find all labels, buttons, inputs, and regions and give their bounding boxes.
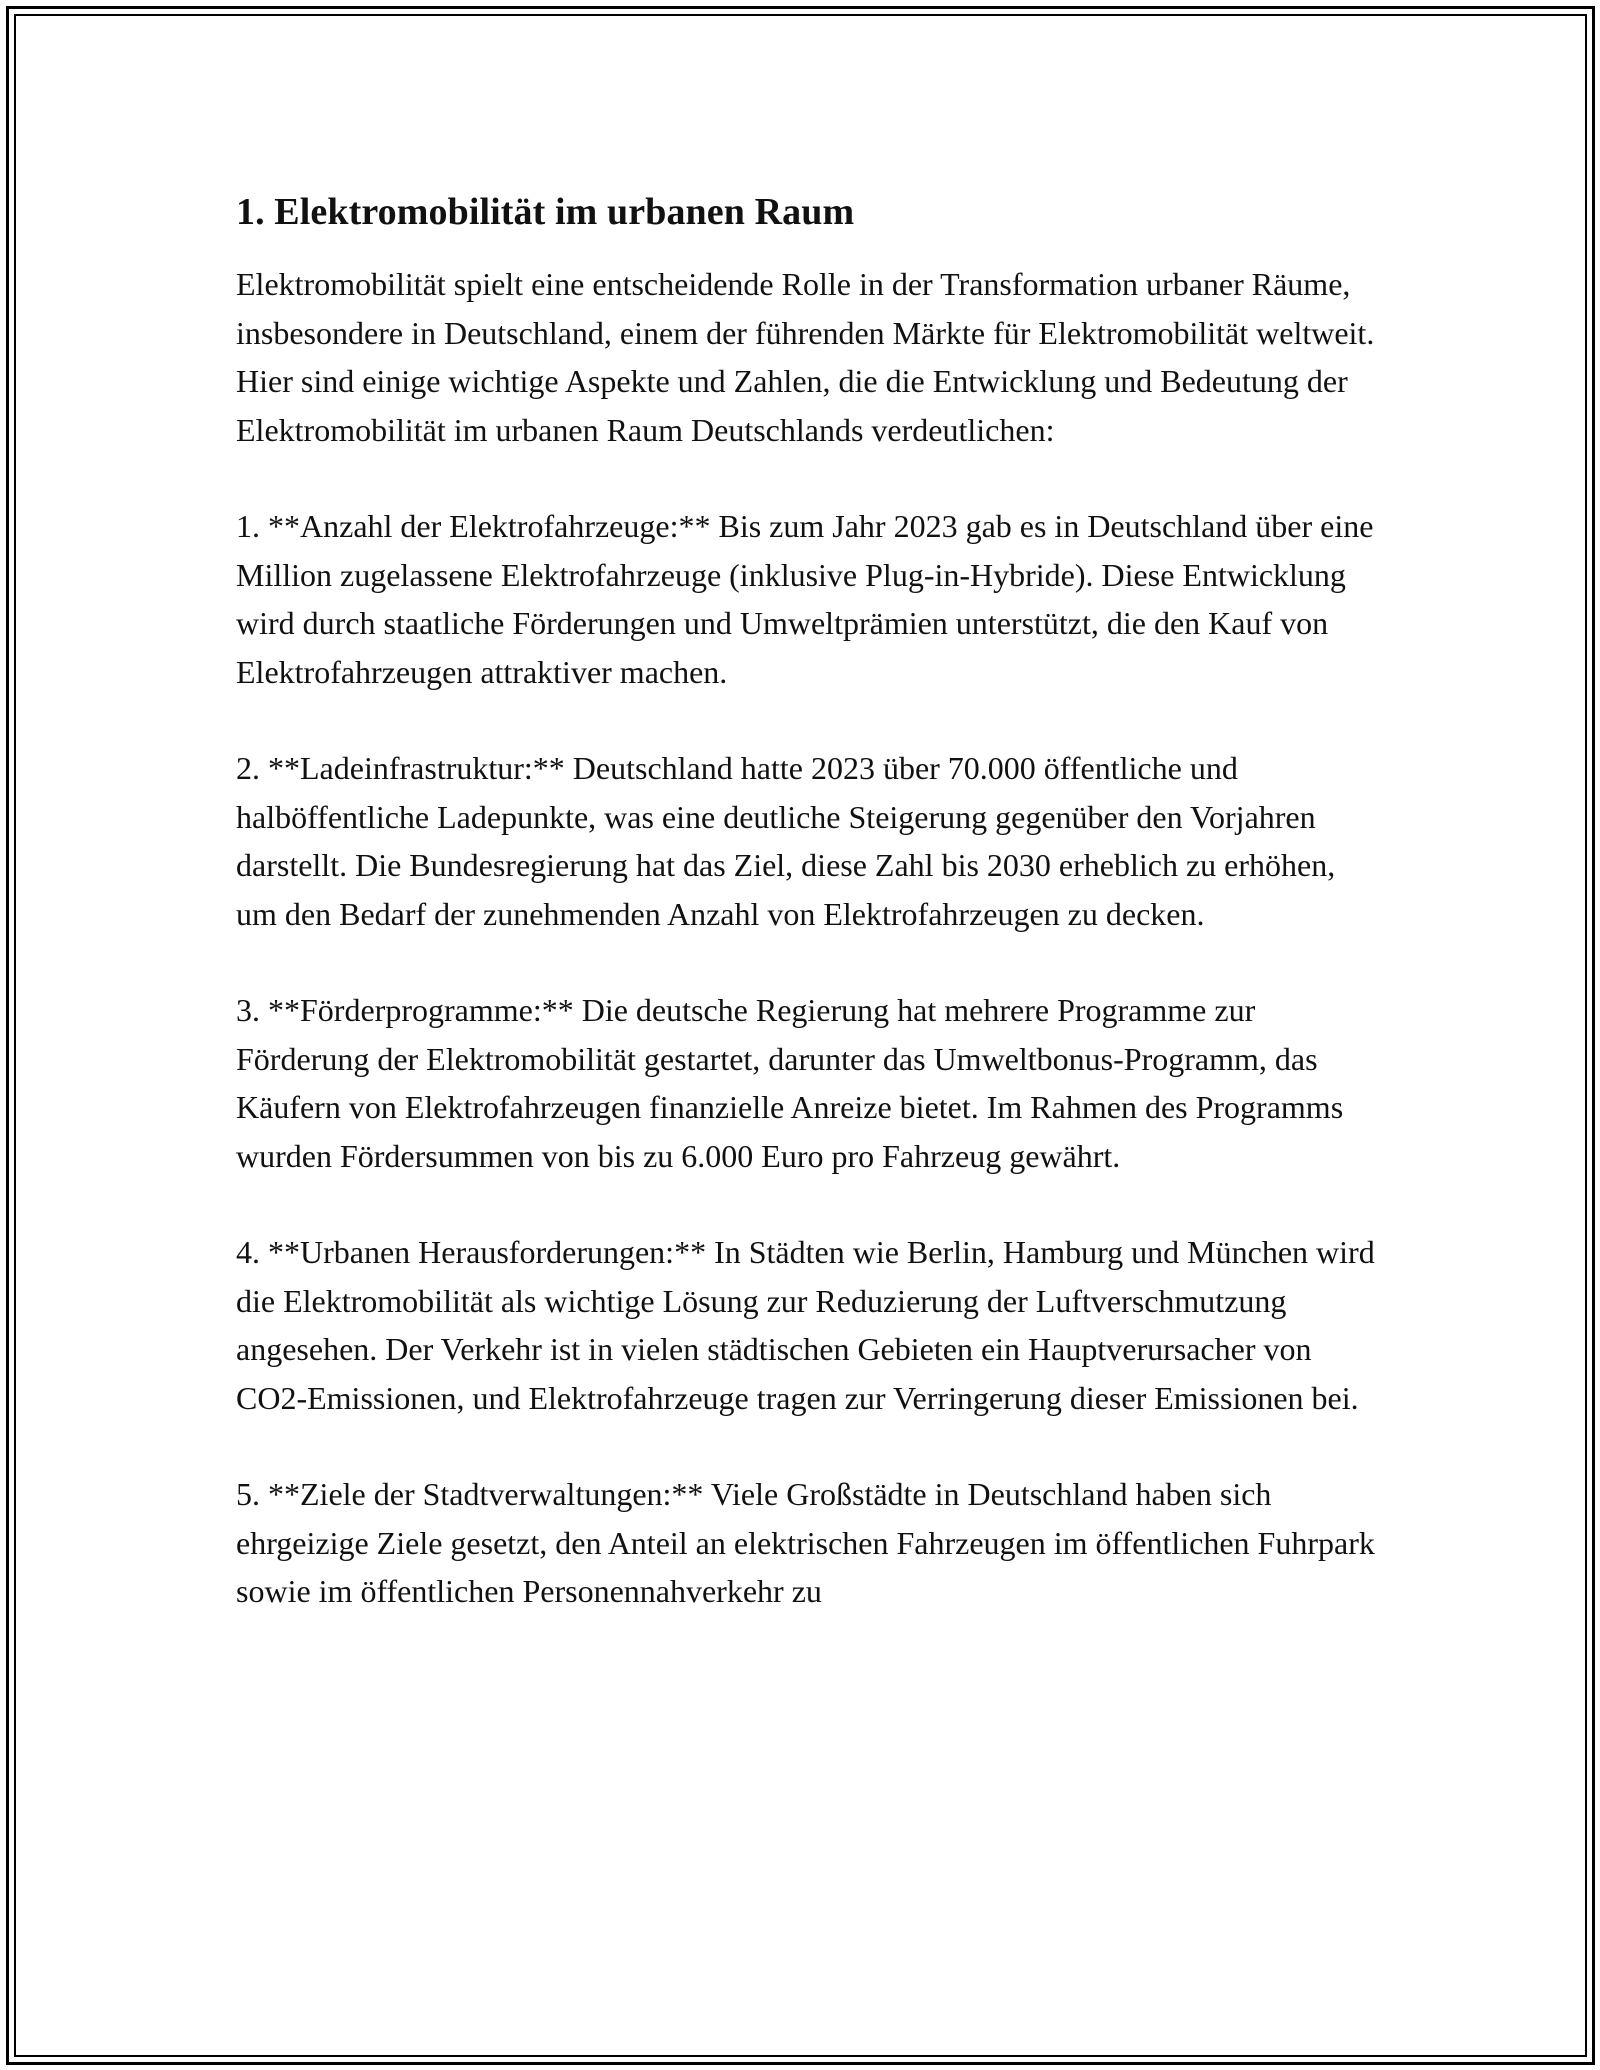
list-item-city-goals: 5. **Ziele der Stadtverwaltungen:** Viele Großstädte in Deutschland haben sich ehrgeizige Ziele gesetzt, den Anteil an elektrischen Fahrzeugen im öffentlichen Fuhrpark sowie im öffentlichen Personennahverkehr zu: [236, 1476, 1375, 1609]
list-item-funding-programs: 3. **Förderprogramme:** Die deutsche Regierung hat mehrere Programme zur Förderung der Elektromobilität gestartet, darunter das Umweltbonus-Programm, das Käufern von Elektrofahrzeugen finanzielle Anreize bietet. Im Rahmen des Programms wurden Fördersummen von bis zu 6.000 Euro pro Fahrzeug gewährt.: [236, 992, 1344, 1174]
intro-paragraph: Elektromobilität spielt eine entscheidende Rolle in der Transformation urbaner Räume, insbesondere in Deutschland, einem der führenden Märkte für Elektromobilität weltweit. Hier sind einige wichtige Aspekte und Zahlen, die die Entwicklung und Bedeutung der Elektromobilität im urbanen Raum Deutschlands verdeutlichen:: [236, 266, 1375, 448]
section-title: 1. Elektromobilität im urbanen Raum: [236, 191, 855, 233]
list-item-electric-vehicles: 1. **Anzahl der Elektrofahrzeuge:** Bis zum Jahr 2023 gab es in Deutschland über eine Million zugelassene Elektrofahrzeuge (inklusive Plug-in-Hybride). Diese Entwicklung wird durch staatliche Förderungen und Umweltprämien unterstützt, die den Kauf von Elektrofahrzeugen attraktiver machen.: [236, 508, 1374, 690]
list-item-charging-infrastructure: 2. **Ladeinfrastruktur:** Deutschland hatte 2023 über 70.000 öffentliche und halböffentliche Ladepunkte, was eine deutliche Steigerung gegenüber den Vorjahren darstellt. Die Bundesregierung hat das Ziel, diese Zahl bis 2030 erheblich zu erhöhen, um den Bedarf der zunehmenden Anzahl von Elektrofahrzeugen zu decken.: [236, 750, 1336, 932]
document-body: [236, 186, 1376, 1664]
list-item-urban-challenges: 4. **Urbanen Herausforderungen:** In Städten wie Berlin, Hamburg und München wird die Elektromobilität als wichtige Lösung zur Reduzierung der Luftverschmutzung angesehen. Der Verkehr ist in vielen städtischen Gebieten ein Hauptverursacher von CO2-Emissionen, und Elektrofahrzeuge tragen zur Verringerung dieser Emissionen bei.: [236, 1234, 1375, 1416]
